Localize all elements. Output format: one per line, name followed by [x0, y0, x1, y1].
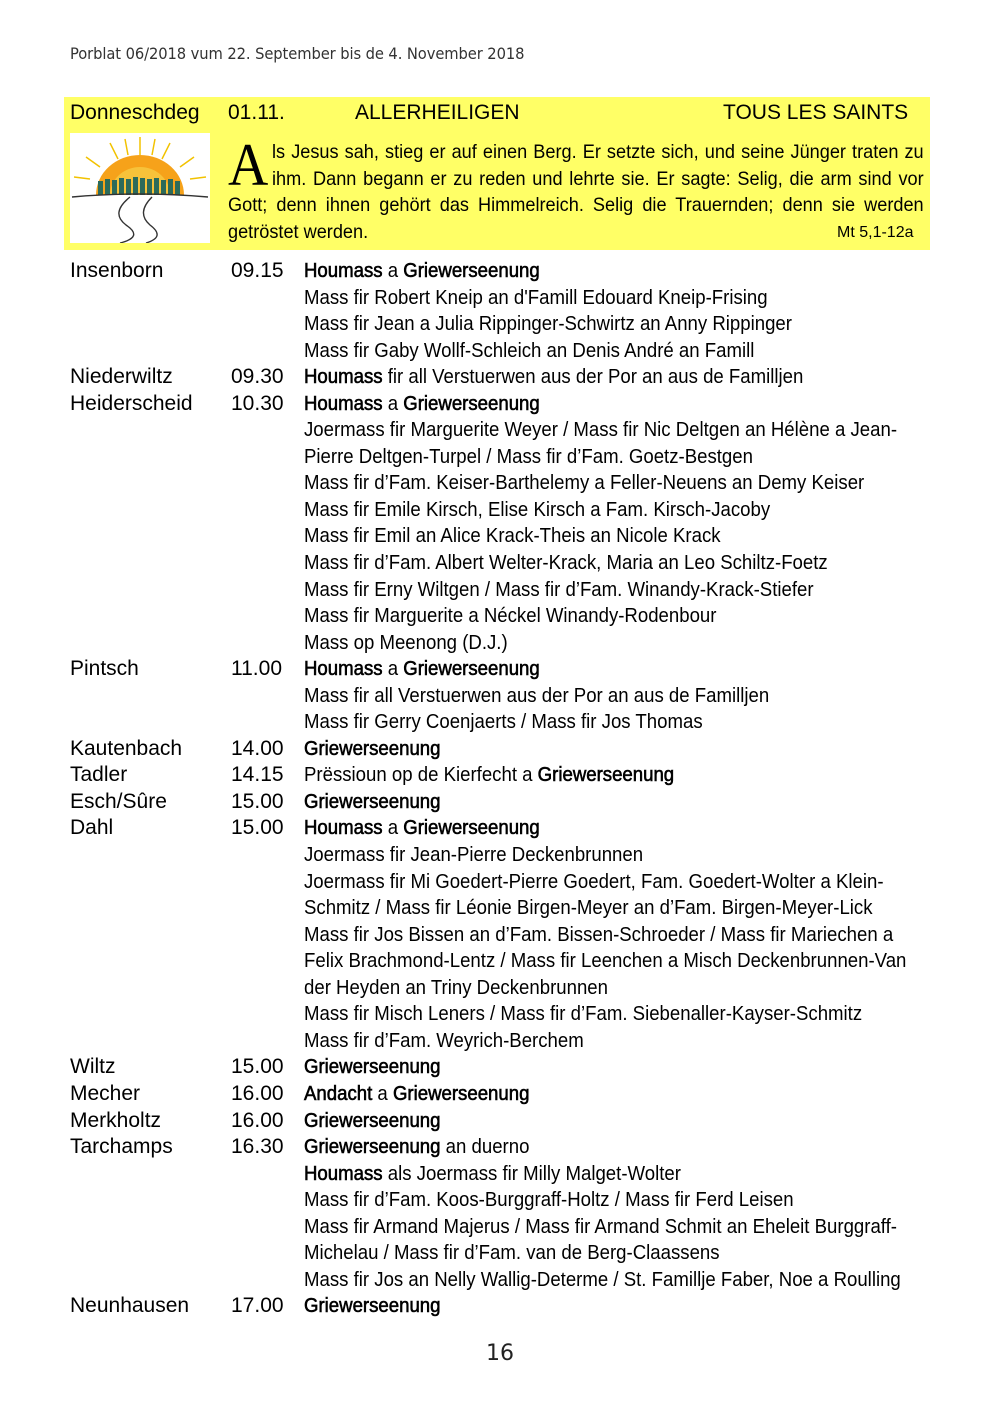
- mass-schedule: [0, 258, 1000, 1320]
- service-description: [304, 630, 508, 657]
- service-type: Houmass: [304, 1162, 383, 1185]
- service-description: [304, 1001, 862, 1028]
- parish-name: Insenborn: [70, 259, 164, 282]
- service-description: [304, 1214, 897, 1241]
- schedule-detail-line: [0, 603, 1000, 630]
- intention-text: Mass fir all Verstuerwen aus der Por an aus de Familljen: [304, 684, 770, 707]
- schedule-detail-line: [0, 1267, 1000, 1294]
- schedule-detail-line: [0, 444, 1000, 471]
- service-type: Houmass: [304, 366, 383, 389]
- schedule-entry: [0, 258, 1000, 285]
- schedule-detail-line: [0, 1028, 1000, 1055]
- schedule-entry: [0, 789, 1000, 816]
- intention-text: an duerno: [440, 1136, 530, 1159]
- service-description: [304, 311, 792, 338]
- drop-cap: A: [228, 132, 269, 198]
- intention-text: Mass fir Jos Bissen an d’Fam. Bissen-Schroeder / Mass fir Mariechen a: [304, 923, 894, 946]
- service-description: [304, 1054, 440, 1081]
- schedule-entry: [0, 656, 1000, 683]
- service-description: [304, 762, 674, 789]
- schedule-detail-line: [0, 1214, 1000, 1241]
- schedule-detail-line: [0, 1161, 1000, 1188]
- parish-name: Pintsch: [70, 657, 139, 681]
- service-type: Griewerseenung: [304, 1136, 441, 1159]
- intention-text: Mass fir Gaby Wollf-Schleich an Denis André an Famill: [304, 339, 755, 362]
- service-time: 10.30: [231, 391, 284, 415]
- intention-text: a: [382, 658, 404, 681]
- schedule-detail-line: [0, 497, 1000, 524]
- intention-text: Schmitz / Mass fir Léonie Birgen-Meyer an d’Fam. Birgen-Meyer-Lick: [304, 897, 873, 920]
- service-description: [304, 948, 906, 975]
- service-type: Houmass: [304, 658, 383, 681]
- intention-text: Felix Brachmond-Lentz / Mass fir Leenchen a Misch Deckenbrunnen-Van: [304, 950, 907, 973]
- service-description: [304, 736, 440, 763]
- intention-text: a: [372, 1082, 393, 1105]
- intention-text: a: [382, 260, 404, 282]
- service-description: [304, 258, 540, 285]
- service-time: 15.00: [231, 789, 284, 813]
- sunrise-illustration: [70, 133, 210, 243]
- schedule-detail-line: [0, 550, 1000, 577]
- service-description: [304, 1081, 529, 1108]
- service-description: [304, 683, 769, 710]
- service-description: [304, 975, 608, 1002]
- service-type: Griewerseenung: [392, 1082, 530, 1105]
- intention-text: fir all Verstuerwen aus der Por an aus de Familljen: [382, 366, 804, 389]
- parish-name: Merkholtz: [70, 1108, 162, 1132]
- service-description: [304, 656, 540, 683]
- intention-text: Mass op Meenong (D.J.): [304, 631, 508, 654]
- schedule-detail-line: [0, 922, 1000, 949]
- gospel-excerpt: [228, 132, 924, 245]
- service-time: 15.00: [231, 1055, 284, 1079]
- page-number: 16: [486, 1341, 514, 1366]
- parish-name: Wiltz: [70, 1055, 116, 1079]
- intention-text: Mass fir Marguerite a Néckel Winandy-Rodenbour: [304, 605, 717, 628]
- schedule-entry: [0, 364, 1000, 391]
- parish-name: Mecher: [70, 1081, 141, 1105]
- intention-text: Joermass fir Mi Goedert-Pierre Goedert, Fam. Goedert-Wolter a Klein-: [304, 870, 884, 893]
- schedule-entry: [0, 815, 1000, 842]
- schedule-entry: [0, 762, 1000, 789]
- parish-name: Niederwiltz: [70, 365, 173, 389]
- intention-text: Mass fir Misch Leners / Mass fir d’Fam. Siebenaller-Kayser-Schmitz: [304, 1003, 863, 1026]
- schedule-entry: [0, 391, 1000, 418]
- service-description: [304, 1028, 584, 1055]
- service-time: 15.00: [231, 816, 284, 840]
- service-type: Houmass: [304, 817, 383, 840]
- service-time: 14.15: [231, 763, 284, 787]
- service-time: 17.00: [231, 1294, 284, 1318]
- service-time: 09.30: [231, 365, 284, 389]
- service-description: [304, 842, 643, 869]
- service-time: 16.00: [231, 1081, 284, 1105]
- service-description: [304, 497, 770, 524]
- service-type: Houmass: [304, 392, 383, 415]
- schedule-entry: [0, 736, 1000, 763]
- schedule-detail-line: [0, 869, 1000, 896]
- service-description: [304, 285, 768, 312]
- service-description: [304, 709, 703, 736]
- intention-text: Mass fir d’Fam. Weyrich-Berchem: [304, 1029, 584, 1052]
- schedule-detail-line: [0, 683, 1000, 710]
- service-description: [304, 364, 803, 391]
- intention-text: Mass fir Jean a Julia Rippinger-Schwirtz an Anny Rippinger: [304, 313, 792, 336]
- running-head: Porblat 06/2018 vum 22. September bis de 4. November 2018: [70, 44, 525, 63]
- schedule-detail-line: [0, 1240, 1000, 1267]
- schedule-detail-line: [0, 895, 1000, 922]
- service-type: Griewerseenung: [304, 1056, 441, 1079]
- service-time: 11.00: [231, 657, 282, 681]
- schedule-detail-line: [0, 285, 1000, 312]
- intention-text: a: [382, 392, 404, 415]
- service-description: [304, 417, 897, 444]
- service-description: [304, 391, 540, 418]
- intention-text: Prëssioun op de Kierfecht a: [304, 764, 538, 787]
- schedule-detail-line: [0, 470, 1000, 497]
- schedule-detail-line: [0, 842, 1000, 869]
- service-description: [304, 869, 884, 896]
- service-type: Griewerseenung: [537, 764, 675, 787]
- service-time: 14.00: [231, 736, 284, 760]
- service-type: Griewerseenung: [304, 1109, 441, 1132]
- service-type: Houmass: [304, 260, 383, 282]
- service-description: [304, 922, 893, 949]
- feast-date: 01.11.: [228, 101, 285, 124]
- service-description: [304, 338, 754, 365]
- service-description: [304, 577, 814, 604]
- schedule-detail-line: [0, 630, 1000, 657]
- intention-text: als Joermass fir Milly Malget-Wolter: [382, 1162, 681, 1185]
- service-type: Griewerseenung: [403, 392, 540, 415]
- parish-name: Esch/Sûre: [70, 789, 167, 813]
- intention-text: Mass fir Erny Wiltgen / Mass fir d’Fam. Winandy-Krack-Stiefer: [304, 578, 814, 601]
- intention-text: Joermass fir Jean-Pierre Deckenbrunnen: [304, 844, 644, 867]
- service-time: 09.15: [231, 259, 284, 282]
- schedule-entry: [0, 1081, 1000, 1108]
- feast-title-fr: TOUS LES SAINTS: [723, 101, 909, 124]
- schedule-detail-line: [0, 523, 1000, 550]
- intention-text: Mass fir Robert Kneip an d'Famill Edouard Kneip-Frising: [304, 286, 768, 309]
- schedule-detail-line: [0, 709, 1000, 736]
- service-time: 16.00: [231, 1108, 284, 1132]
- service-type: Griewerseenung: [403, 817, 540, 840]
- intention-text: Mass fir Emil an Alice Krack-Theis an Nicole Krack: [304, 525, 721, 548]
- service-type: Griewerseenung: [304, 737, 441, 760]
- intention-text: der Heyden an Triny Deckenbrunnen: [304, 976, 608, 999]
- service-description: [304, 444, 753, 471]
- service-description: [304, 1293, 440, 1320]
- parish-name: Kautenbach: [70, 736, 183, 760]
- service-description: [304, 895, 873, 922]
- service-description: [304, 1134, 529, 1161]
- schedule-entry: [0, 1293, 1000, 1320]
- schedule-entry: [0, 1134, 1000, 1161]
- service-description: [304, 470, 864, 497]
- feast-day: Donneschdeg: [70, 101, 200, 124]
- service-type: Griewerseenung: [304, 790, 441, 813]
- service-type: Griewerseenung: [403, 658, 540, 681]
- schedule-detail-line: [0, 948, 1000, 975]
- service-description: [304, 1187, 794, 1214]
- gospel-text: ls Jesus sah, stieg er auf einen Berg. Er setzte sich, und seine Jünger traten zu ihm. Dann begann er zu reden und lehrte sie. Er sagte: Selig, die arm sind vor Gott; denn ihnen gehört das Himmelreich. Selig die Trauernden; denn sie werden getröstet werden.: [228, 141, 924, 243]
- intention-text: Mass fir Armand Majerus / Mass fir Armand Schmit an Eheleit Burggraff-: [304, 1215, 898, 1238]
- service-description: [304, 603, 716, 630]
- schedule-detail-line: [0, 1001, 1000, 1028]
- service-description: [304, 1240, 720, 1267]
- intention-text: a: [382, 817, 404, 840]
- service-type: Griewerseenung: [403, 260, 540, 282]
- parish-name: Neunhausen: [70, 1294, 190, 1318]
- schedule-detail-line: [0, 417, 1000, 444]
- intention-text: Mass fir Gerry Coenjaerts / Mass fir Jos Thomas: [304, 711, 703, 734]
- intention-text: Mass fir Emile Kirsch, Elise Kirsch a Fam. Kirsch-Jacoby: [304, 498, 771, 521]
- service-description: [304, 1267, 901, 1294]
- service-description: [304, 523, 721, 550]
- gospel-reference: Mt 5,1-12a: [837, 224, 914, 241]
- feast-title-lb: ALLERHEILIGEN: [355, 101, 520, 124]
- service-description: [304, 789, 440, 816]
- service-description: [304, 1108, 440, 1135]
- parish-name: Tarchamps: [70, 1135, 173, 1159]
- service-type: Griewerseenung: [304, 1295, 441, 1318]
- schedule-detail-line: [0, 577, 1000, 604]
- intention-text: Pierre Deltgen-Turpel / Mass fir d’Fam. Goetz-Bestgen: [304, 445, 753, 468]
- parish-name: Heiderscheid: [70, 391, 193, 415]
- service-description: [304, 550, 828, 577]
- intention-text: Mass fir d’Fam. Koos-Burggraff-Holtz / Mass fir Ferd Leisen: [304, 1189, 794, 1212]
- parish-name: Dahl: [70, 816, 114, 840]
- schedule-detail-line: [0, 975, 1000, 1002]
- schedule-detail-line: [0, 311, 1000, 338]
- service-description: [304, 815, 540, 842]
- schedule-entry: [0, 1054, 1000, 1081]
- intention-text: Mass fir Jos an Nelly Wallig-Determe / St. Famillje Faber, Noe a Roulling: [304, 1268, 901, 1291]
- service-description: [304, 1161, 681, 1188]
- schedule-detail-line: [0, 338, 1000, 365]
- intention-text: Joermass fir Marguerite Weyer / Mass fir Nic Deltgen an Hélène a Jean-: [304, 419, 898, 442]
- service-type: Andacht: [304, 1082, 373, 1105]
- intention-text: Michelau / Mass fir d’Fam. van de Berg-Claassens: [304, 1242, 720, 1265]
- parish-name: Tadler: [70, 763, 128, 787]
- schedule-entry: [0, 1108, 1000, 1135]
- intention-text: Mass fir d’Fam. Keiser-Barthelemy a Feller-Neuens an Demy Keiser: [304, 472, 865, 495]
- service-time: 16.30: [231, 1135, 284, 1159]
- intention-text: Mass fir d’Fam. Albert Welter-Krack, Maria an Leo Schiltz-Foetz: [304, 552, 828, 575]
- schedule-detail-line: [0, 1187, 1000, 1214]
